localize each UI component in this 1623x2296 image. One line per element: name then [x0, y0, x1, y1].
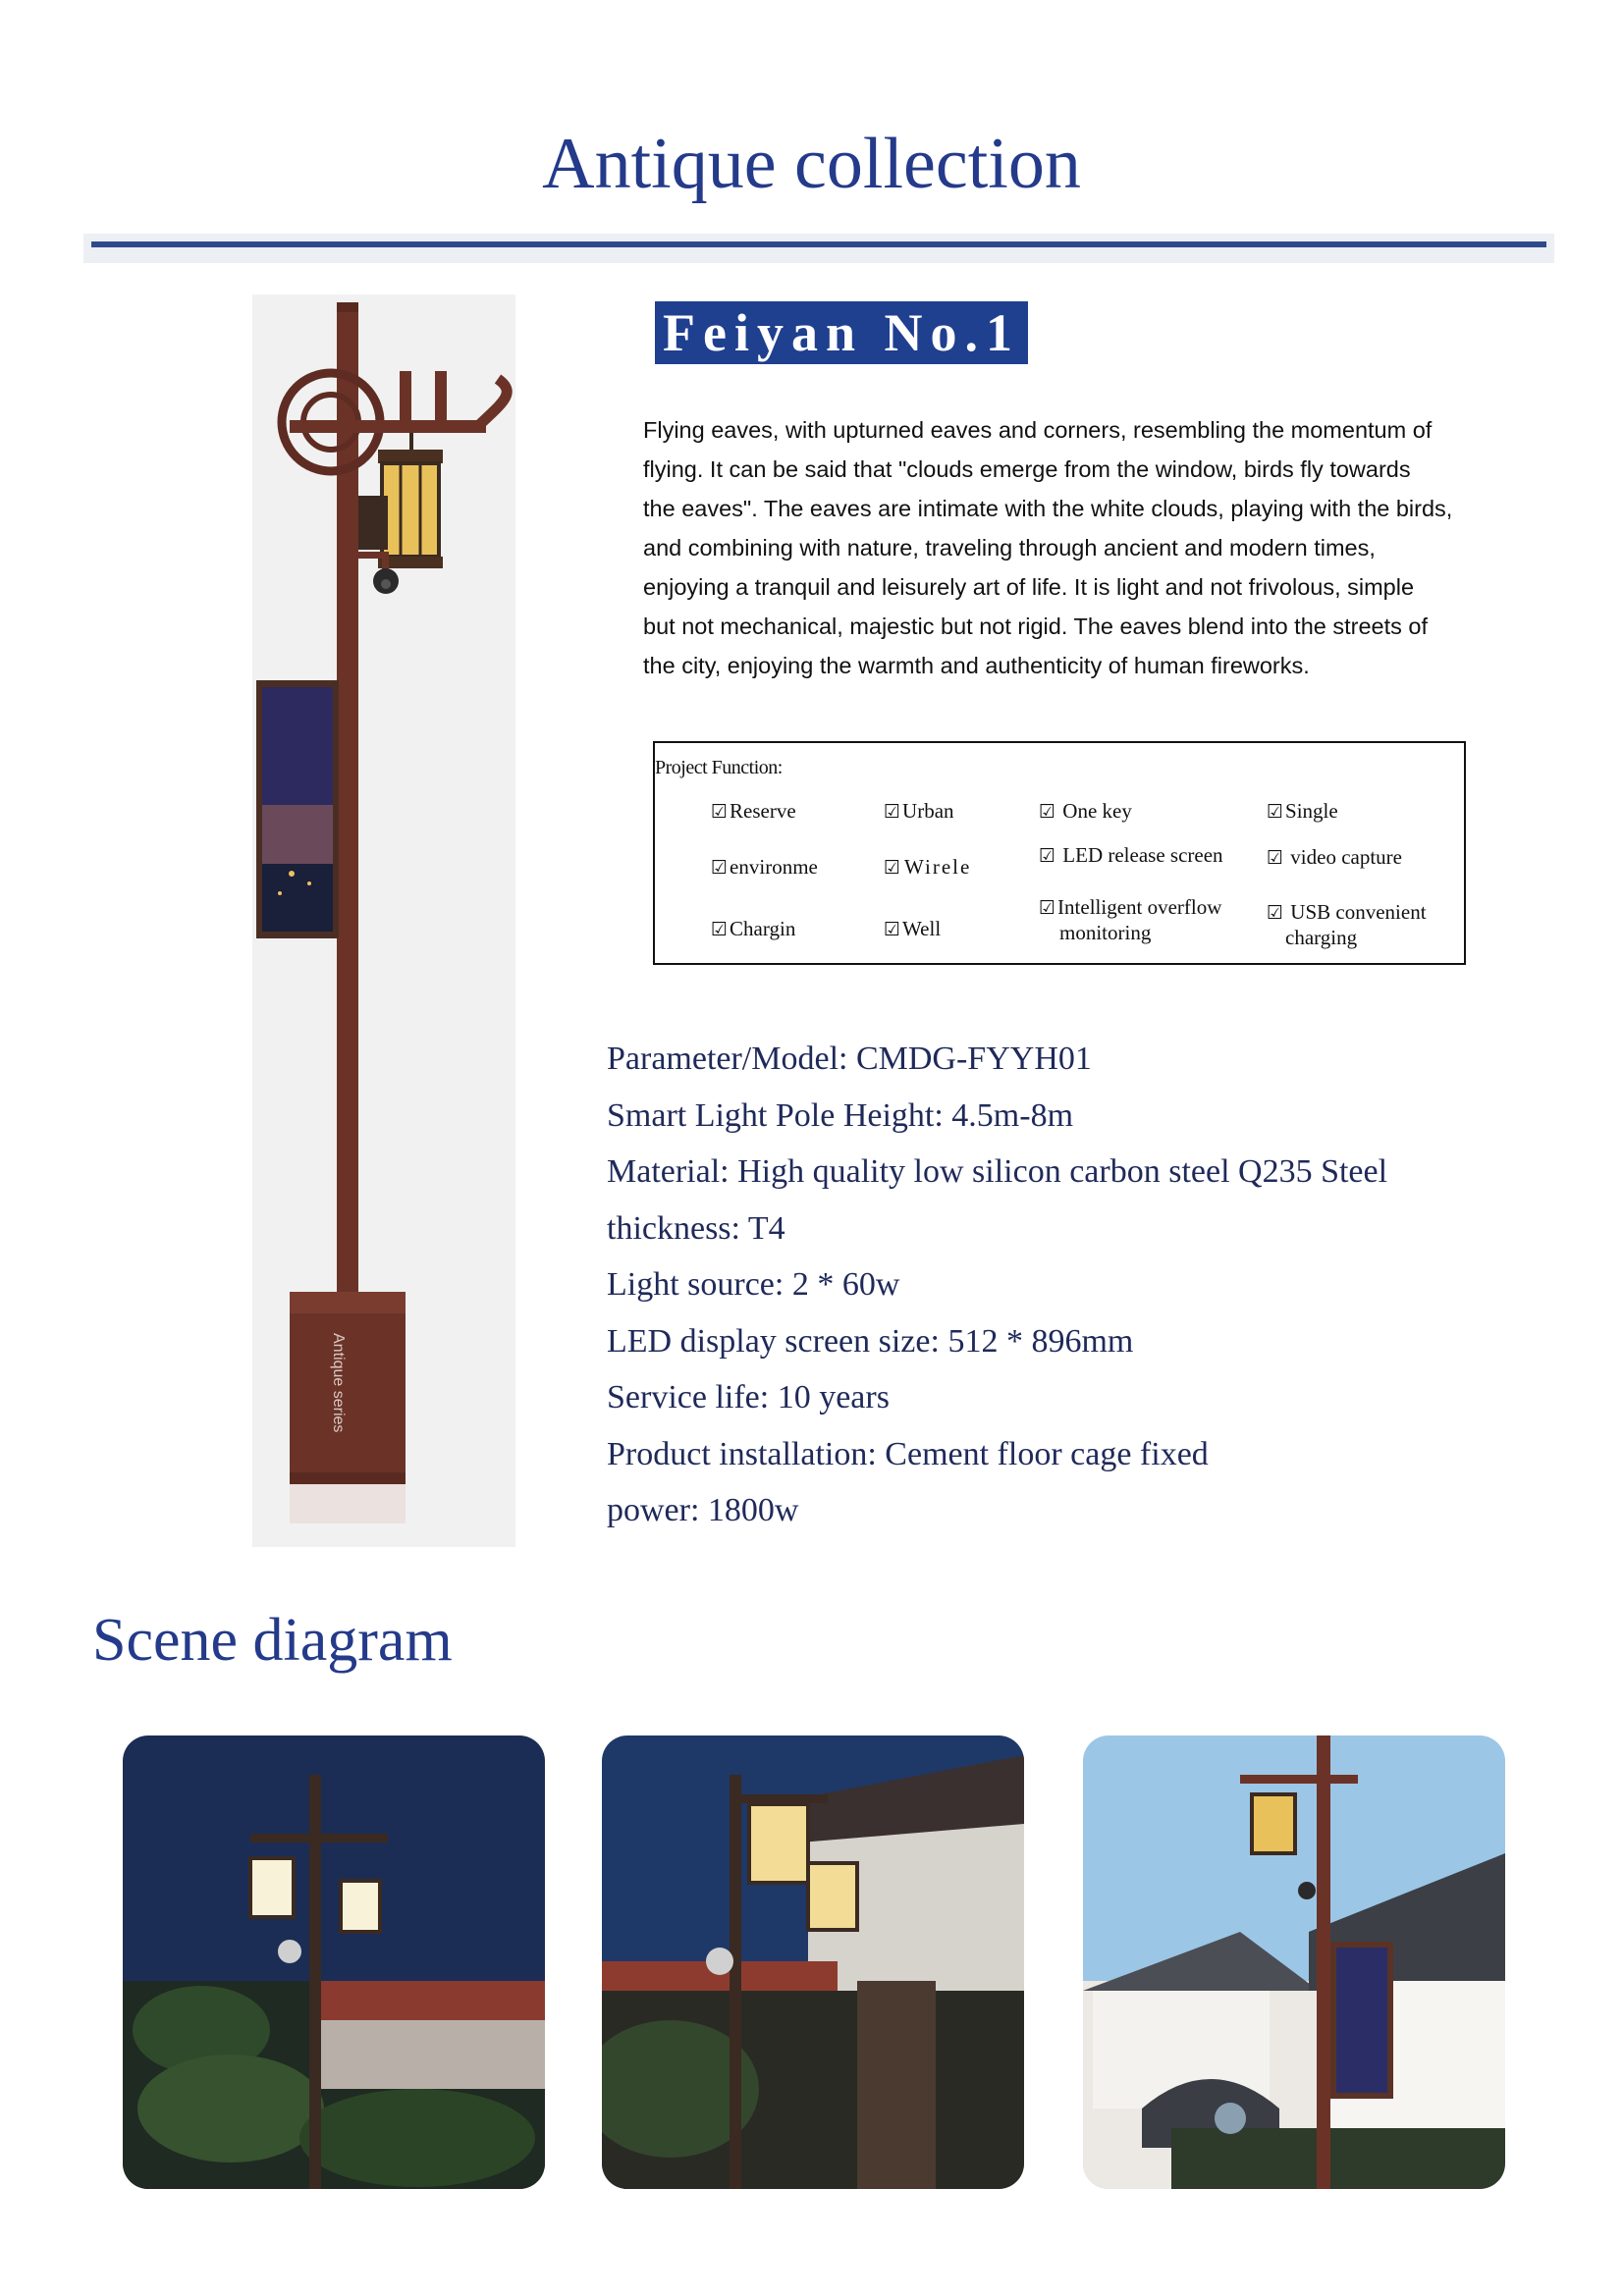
function-item: ☑Single [1267, 799, 1338, 823]
checkbox-checked-icon: ☑ [1267, 801, 1284, 823]
project-function-box [653, 741, 1466, 965]
checkbox-checked-icon: ☑ [711, 857, 729, 879]
photo-caption: Antique series [330, 1333, 347, 1433]
product-photo [252, 294, 515, 1547]
spec-light-source: Light source: 2 * 60w [607, 1266, 900, 1303]
checkbox-checked-icon: ☑ [884, 919, 901, 940]
checkbox-checked-icon: ☑ [884, 801, 901, 823]
description-line: but not mechanical, majestic but not rigid. The eaves blend into the streets of [643, 614, 1429, 639]
function-item: ☑Well [884, 917, 942, 940]
checkbox-checked-icon: ☑ [1039, 897, 1056, 919]
function-item: ☑environme [711, 855, 818, 879]
function-item: ☑ One key [1039, 799, 1132, 823]
spec-power: power: 1800w [607, 1492, 799, 1528]
function-item: ☑ LED release screen [1039, 843, 1223, 867]
spec-installation: Product installation: Cement floor cage fixed [607, 1435, 1209, 1472]
title-divider-background [83, 234, 1554, 263]
checkbox-checked-icon: ☑ [1267, 847, 1284, 869]
description-line: the city, enjoying the warmth and authenticity of human fireworks. [643, 653, 1310, 678]
scene-photo-courtyard [602, 1735, 1024, 2189]
product-name-badge: Feiyan No.1 [655, 301, 1028, 364]
checkbox-checked-icon: ☑ [884, 857, 903, 879]
spec-service-life: Service life: 10 years [607, 1379, 890, 1415]
page-title: Antique collection [542, 124, 1081, 204]
description-line: and combining with nature, traveling through ancient and modern times, [643, 535, 1376, 561]
spec-material: Material: High quality low silicon carbon steel Q235 Steel [607, 1153, 1388, 1190]
description-line: enjoying a tranquil and leisurely art of life. It is light and not frivolous, simple [643, 574, 1415, 600]
project-function-title: Project Function: [655, 757, 783, 778]
description-line: Flying eaves, with upturned eaves and corners, resembling the momentum of [643, 417, 1433, 443]
scene-heading: Scene diagram [92, 1607, 453, 1674]
function-item: ☑ video capture [1267, 845, 1402, 869]
checkbox-checked-icon: ☑ [1039, 801, 1056, 823]
scene-photo-night-garden [123, 1735, 545, 2189]
specification-list [607, 1031, 1387, 1539]
smart-pole-illustration [252, 294, 515, 1547]
title-divider [91, 241, 1546, 247]
checkbox-checked-icon: ☑ [711, 801, 729, 823]
checkbox-checked-icon: ☑ [1267, 902, 1284, 924]
checkbox-checked-icon: ☑ [711, 919, 729, 940]
checkbox-checked-icon: ☑ [1039, 845, 1056, 867]
function-item: ☑Reserve [711, 799, 796, 823]
function-item: ☑Wirele [884, 855, 972, 879]
spec-thickness: thickness: T4 [607, 1209, 785, 1247]
function-item: ☑Urban [884, 799, 954, 823]
spec-model: Parameter/Model: CMDG-FYYH01 [607, 1041, 1092, 1077]
description-line: flying. It can be said that "clouds emerge from the window, birds fly towards [643, 456, 1411, 482]
product-description [643, 410, 1527, 685]
spec-height: Smart Light Pole Height: 4.5m-8m [607, 1096, 1074, 1134]
function-item: ☑Intelligent overflow monitoring [1039, 895, 1222, 944]
scene-photo-daytime-street [1083, 1735, 1505, 2189]
function-item: ☑Chargin [711, 917, 796, 940]
spec-screen-size: LED display screen size: 512 * 896mm [607, 1322, 1134, 1360]
description-line: the eaves". The eaves are intimate with the white clouds, playing with the birds, [643, 496, 1453, 521]
function-item: ☑ USB convenient charging [1267, 900, 1427, 949]
